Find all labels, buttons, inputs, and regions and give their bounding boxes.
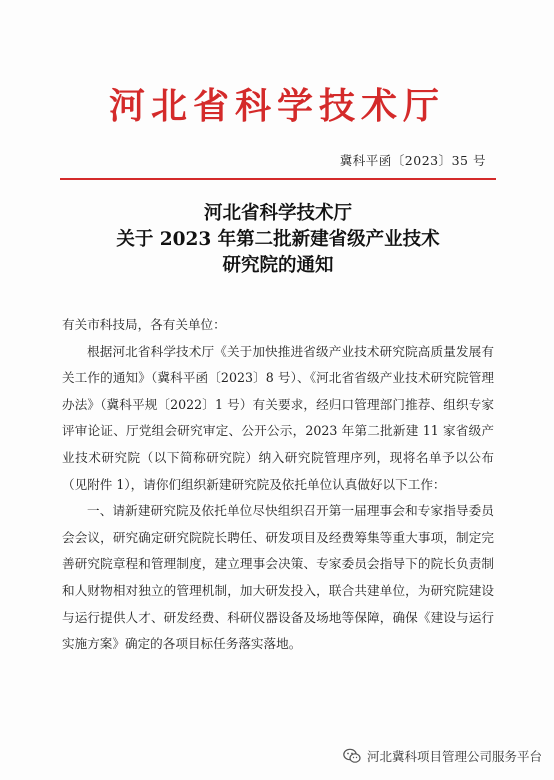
body-paragraph-1: 根据河北省科学技术厅《关于加快推进省级产业技术研究院高质量发展有关工作的通知》（冀科平函〔2023〕8 号）、《河北省省级产业技术研究院管理办法》（冀科平规〔2022〕1 号）有关要求，经归口管理部门推荐、组织专家评审论证、厅党组会研究审定、公开公示，2023 年第二批新建 11 家省级产业技术研究院（以下简称研究院）纳入研究院管理序列，现将名单予以公布（见附件 1），请你们组织新建研究院及依托单位认真做好以下工作： [62, 343, 494, 492]
notice-title-line1: 河北省科学技术厅 [203, 203, 352, 224]
document-number: 冀科平函〔2023〕35 号 [339, 153, 486, 168]
salutation: 有关市科技局，各有关单位： [62, 317, 226, 332]
notice-title [60, 201, 496, 279]
body-paragraph-2: 一、请新建研究院及依托单位尽快组织召开第一届理事会和专家指导委员会会议，研究确定研究院院长聘任、研发项目及经费筹集等重大事项，制定完善研究院章程和管理制度，建立理事会决策、专家委员会指导下的院长负责制和人财物相对独立的管理机制，加大研发投入，联合共建单位，为研究院建设与运行提供人才、研发经费、科研仪器设备及场地等保障，确保《建设与运行实施方案》确定的各项目标任务落实落地。 [62, 503, 494, 652]
letterhead-title: 河北省科学技术厅 [108, 85, 445, 127]
notice-title-line2: 关于 2023 年第二批新建省级产业技术 [116, 229, 440, 250]
notice-title-line3: 研究院的通知 [222, 255, 334, 276]
wechat-icon [343, 748, 361, 764]
red-divider [60, 178, 496, 180]
source-watermark [343, 747, 542, 765]
notice-body [62, 312, 494, 658]
watermark-text: 河北冀科项目管理公司服务平台 [366, 749, 542, 764]
